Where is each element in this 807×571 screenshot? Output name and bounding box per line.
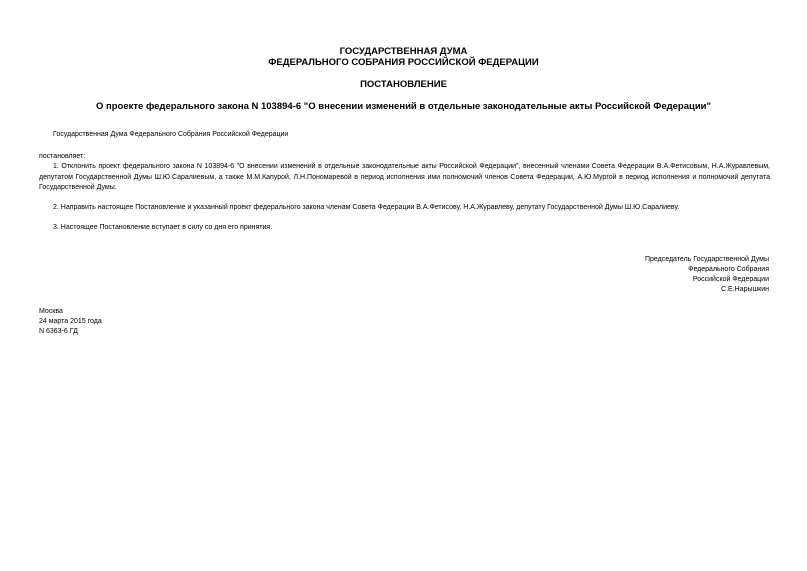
item-1: 1. Отклонить проект федерального закона N 103894-6 "О внесении изменений в отдельные законодательные акты Российской Федерации", внесенный членами Совета Федерации В.А.Фетисовым, Н.А.Журавлевым, депутатом Государственной Думы Ш.Ю.Саралиевым, а также М.М.Капурой, Л.Н.Пономаревой в период исполнения ими полномочий членов Совета Федерации, А.Ю.Мургой в период исполнения и полномочий депутата Государственной Думы. (39, 163, 770, 191)
signatory-name: С.Е.Нарышкин (721, 286, 769, 293)
item-2: 2. Направить настоящее Постановление и указанный проект федерального закона членам Совета Федерации В.А.Фетисову, Н.А.Журавлеву, депутату Государственной Думы Ш.Ю.Саралиеву. (53, 204, 680, 211)
document-title: О проекте федерального закона N 103894-6 "О внесении изменений в отдельные законодательные акты Российской Федерации" (95, 101, 712, 112)
intro-text: Государственная Дума Федерального Собрания Российской Федерации (53, 131, 289, 138)
place-of-signing: Москва (39, 308, 63, 315)
signature-title-line-1: Председатель Государственной Думы (644, 256, 769, 263)
resolves-text: постановляет: (39, 153, 86, 160)
document-number: N 6363-6 ГД (39, 328, 78, 335)
org-name-line-1: ГОСУДАРСТВЕННАЯ ДУМА (339, 46, 468, 57)
document-type: ПОСТАНОВЛЕНИЕ (360, 79, 447, 90)
signature-title-line-2: Федерального Собрания (688, 266, 769, 273)
item-3: 3. Настоящее Постановление вступает в силу со дня его принятия. (53, 224, 273, 231)
signature-title-line-3: Российской Федерации (692, 276, 769, 283)
date-of-signing: 24 марта 2015 года (39, 318, 102, 325)
org-name-line-2: ФЕДЕРАЛЬНОГО СОБРАНИЯ РОССИЙСКОЙ ФЕДЕРАЦИИ (268, 57, 539, 68)
